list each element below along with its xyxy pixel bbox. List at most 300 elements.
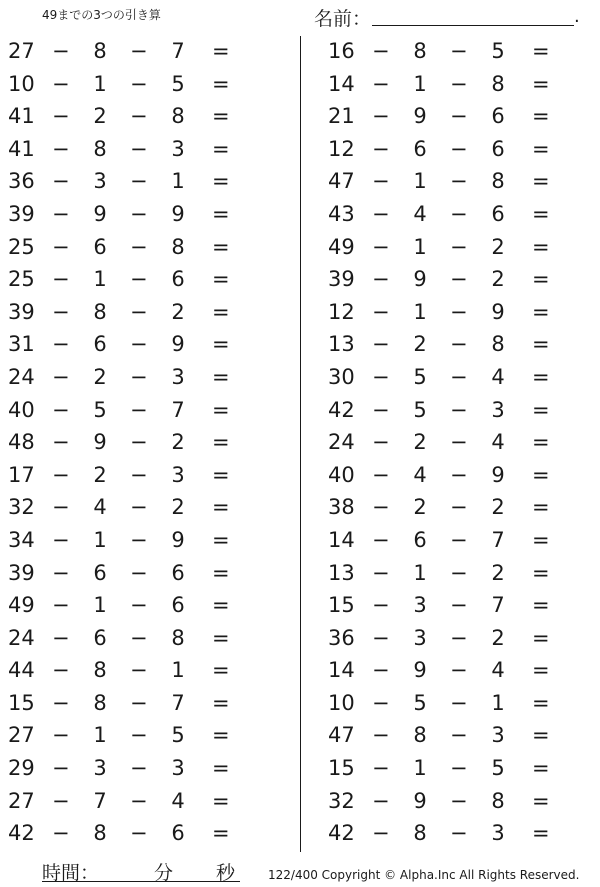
minuend: 27 [8,723,35,748]
equals-sign: = [212,625,230,650]
minus-sign: − [372,430,390,455]
minus-sign: − [372,169,390,194]
minuend: 14 [328,658,355,683]
minus-sign: − [372,267,390,292]
subtrahend-1: 5 [413,364,427,389]
subtrahend-1: 9 [413,788,427,813]
equals-sign: = [532,495,550,520]
minus-sign: − [52,364,70,389]
subtrahend-1: 3 [93,169,107,194]
equals-sign: = [532,788,550,813]
subtrahend-1: 9 [413,658,427,683]
equals-sign: = [212,690,230,715]
minuend: 16 [328,39,355,63]
minuend: 48 [8,430,35,455]
subtrahend-1: 8 [93,821,107,846]
equals-sign: = [532,527,550,552]
minus-sign: − [450,690,468,715]
minus-sign: − [130,299,148,324]
subtrahend-1: 8 [93,136,107,161]
minus-sign: − [450,267,468,292]
subtrahend-2: 6 [171,560,185,585]
minus-sign: − [130,495,148,520]
minus-sign: − [450,560,468,585]
minus-sign: − [450,756,468,781]
subtrahend-1: 2 [413,430,427,455]
equals-sign: = [532,625,550,650]
minus-sign: − [52,136,70,161]
minus-sign: − [52,560,70,585]
equals-sign: = [532,104,550,129]
minus-sign: − [52,104,70,129]
minus-sign: − [52,495,70,520]
subtrahend-1: 1 [93,593,107,618]
minus-sign: − [130,527,148,552]
subtrahend-2: 7 [171,397,185,422]
equals-sign: = [532,201,550,226]
subtrahend-1: 8 [413,39,427,63]
minus-sign: − [372,234,390,259]
subtrahend-1: 3 [413,625,427,650]
minuend: 15 [8,690,35,715]
minus-sign: − [450,234,468,259]
equals-sign: = [532,267,550,292]
minus-sign: − [372,593,390,618]
equals-sign: = [532,169,550,194]
minus-sign: − [372,625,390,650]
minus-sign: − [372,527,390,552]
subtrahend-2: 4 [491,658,505,683]
subtrahend-1: 8 [413,821,427,846]
minus-sign: − [450,658,468,683]
subtrahend-1: 9 [413,104,427,129]
minus-sign: − [52,169,70,194]
equals-sign: = [212,299,230,324]
minutes-unit: 分 [154,862,174,884]
equals-sign: = [212,430,230,455]
subtrahend-1: 1 [413,71,427,96]
subtrahend-1: 4 [413,462,427,487]
minus-sign: − [130,234,148,259]
subtrahend-2: 2 [491,560,505,585]
subtrahend-1: 2 [93,364,107,389]
subtrahend-1: 6 [413,527,427,552]
seconds-unit: 秒 [216,862,236,884]
minuend: 32 [8,495,35,520]
minuend: 15 [328,756,355,781]
subtrahend-2: 2 [491,234,505,259]
minus-sign: − [52,723,70,748]
minus-sign: − [52,332,70,357]
minuend: 27 [8,39,35,63]
subtrahend-1: 6 [93,625,107,650]
minus-sign: − [372,756,390,781]
minus-sign: − [372,201,390,226]
minus-sign: − [450,527,468,552]
subtrahend-1: 2 [93,104,107,129]
minus-sign: − [52,625,70,650]
subtrahend-2: 3 [491,821,505,846]
minuend: 25 [8,234,35,259]
minus-sign: − [450,201,468,226]
minus-sign: − [450,39,468,63]
minuend: 36 [328,625,355,650]
minus-sign: − [372,495,390,520]
subtrahend-1: 1 [413,234,427,259]
equals-sign: = [532,397,550,422]
equals-sign: = [212,332,230,357]
subtrahend-2: 8 [491,71,505,96]
equals-sign: = [212,593,230,618]
minus-sign: − [130,462,148,487]
minus-sign: − [52,299,70,324]
subtrahend-1: 4 [93,495,107,520]
minus-sign: − [52,593,70,618]
subtrahend-2: 6 [171,593,185,618]
subtrahend-2: 2 [171,299,185,324]
minus-sign: − [450,364,468,389]
minuend: 39 [8,560,35,585]
minuend: 24 [8,364,35,389]
subtrahend-2: 2 [171,495,185,520]
minuend: 10 [8,71,35,96]
subtrahend-2: 3 [171,756,185,781]
subtrahend-2: 5 [171,723,185,748]
equals-sign: = [532,430,550,455]
subtrahend-2: 4 [491,364,505,389]
equals-sign: = [212,821,230,846]
subtrahend-1: 8 [93,690,107,715]
subtrahend-1: 1 [413,169,427,194]
minus-sign: − [450,169,468,194]
minus-sign: − [130,658,148,683]
minus-sign: − [372,690,390,715]
equals-sign: = [532,690,550,715]
minus-sign: − [52,397,70,422]
minus-sign: − [52,71,70,96]
equals-sign: = [212,201,230,226]
equals-sign: = [532,136,550,161]
subtrahend-2: 8 [171,104,185,129]
minus-sign: − [52,527,70,552]
minuend: 42 [8,821,35,846]
equals-sign: = [532,332,550,357]
minus-sign: − [450,397,468,422]
subtrahend-2: 8 [491,332,505,357]
minuend: 44 [8,658,35,683]
minus-sign: − [372,788,390,813]
equals-sign: = [532,39,550,63]
equals-sign: = [212,104,230,129]
minus-sign: − [130,136,148,161]
minus-sign: − [450,723,468,748]
subtrahend-1: 9 [413,267,427,292]
minus-sign: − [450,104,468,129]
subtrahend-2: 1 [491,690,505,715]
subtrahend-2: 6 [171,267,185,292]
minuend: 47 [328,169,355,194]
subtrahend-1: 1 [93,723,107,748]
minuend: 42 [328,397,355,422]
equals-sign: = [212,560,230,585]
minus-sign: − [372,462,390,487]
worksheet-title: 49までの3つの引き算 [42,8,161,22]
minus-sign: − [52,39,70,63]
minus-sign: − [130,690,148,715]
subtrahend-1: 2 [413,495,427,520]
subtrahend-2: 1 [171,658,185,683]
time-label: 時間： [42,862,100,884]
equals-sign: = [212,397,230,422]
subtrahend-1: 4 [413,201,427,226]
minus-sign: − [52,821,70,846]
equals-sign: = [532,560,550,585]
subtrahend-2: 6 [491,201,505,226]
minuend: 38 [328,495,355,520]
minus-sign: − [450,495,468,520]
minus-sign: − [130,71,148,96]
minus-sign: − [450,788,468,813]
minus-sign: − [130,593,148,618]
equals-sign: = [532,71,550,96]
subtrahend-1: 6 [93,234,107,259]
subtrahend-1: 7 [93,788,107,813]
minus-sign: − [372,364,390,389]
minus-sign: − [372,71,390,96]
minus-sign: − [372,821,390,846]
subtrahend-1: 3 [413,593,427,618]
subtrahend-1: 6 [413,136,427,161]
subtrahend-2: 3 [491,397,505,422]
subtrahend-2: 3 [171,462,185,487]
minus-sign: − [130,169,148,194]
minuend: 14 [328,71,355,96]
equals-sign: = [212,756,230,781]
minuend: 39 [328,267,355,292]
subtrahend-2: 6 [491,136,505,161]
minuend: 29 [8,756,35,781]
minus-sign: − [52,462,70,487]
subtrahend-1: 8 [93,39,107,63]
minuend: 32 [328,788,355,813]
subtrahend-1: 3 [93,756,107,781]
minuend: 13 [328,560,355,585]
subtrahend-1: 6 [93,332,107,357]
minus-sign: − [450,299,468,324]
equals-sign: = [532,234,550,259]
minus-sign: − [130,723,148,748]
subtrahend-1: 2 [413,332,427,357]
equals-sign: = [532,723,550,748]
minus-sign: − [372,723,390,748]
minus-sign: − [52,201,70,226]
equals-sign: = [212,39,230,63]
minus-sign: − [450,593,468,618]
subtrahend-2: 9 [171,201,185,226]
minus-sign: − [450,136,468,161]
minuend: 14 [328,527,355,552]
equals-sign: = [532,462,550,487]
minuend: 27 [8,788,35,813]
minus-sign: − [130,430,148,455]
minuend: 43 [328,201,355,226]
minuend: 39 [8,201,35,226]
minuend: 39 [8,299,35,324]
equals-sign: = [212,658,230,683]
minus-sign: − [130,821,148,846]
minus-sign: − [372,332,390,357]
equals-sign: = [532,821,550,846]
subtrahend-1: 5 [413,397,427,422]
minus-sign: − [130,332,148,357]
subtrahend-2: 7 [491,593,505,618]
equals-sign: = [532,658,550,683]
minus-sign: − [130,560,148,585]
minus-sign: − [450,821,468,846]
subtrahend-2: 8 [491,788,505,813]
minuend: 10 [328,690,355,715]
minuend: 36 [8,169,35,194]
minus-sign: − [52,690,70,715]
subtrahend-1: 2 [93,462,107,487]
minuend: 40 [8,397,35,422]
subtrahend-1: 5 [413,690,427,715]
subtrahend-2: 9 [171,332,185,357]
subtrahend-2: 8 [491,169,505,194]
minuend: 15 [328,593,355,618]
equals-sign: = [212,234,230,259]
minus-sign: − [372,658,390,683]
minuend: 24 [8,625,35,650]
minus-sign: − [52,658,70,683]
subtrahend-2: 4 [491,430,505,455]
minus-sign: − [450,462,468,487]
minus-sign: − [450,430,468,455]
subtrahend-1: 9 [93,430,107,455]
subtrahend-1: 8 [413,723,427,748]
equals-sign: = [212,169,230,194]
subtrahend-2: 2 [171,430,185,455]
minuend: 24 [328,430,355,455]
subtrahend-2: 9 [491,462,505,487]
minuend: 17 [8,462,35,487]
subtrahend-2: 5 [491,756,505,781]
subtrahend-1: 1 [413,756,427,781]
subtrahend-1: 5 [93,397,107,422]
equals-sign: = [212,723,230,748]
minus-sign: − [372,560,390,585]
minus-sign: − [130,364,148,389]
minus-sign: − [450,71,468,96]
subtrahend-2: 2 [491,267,505,292]
subtrahend-2: 7 [171,690,185,715]
subtrahend-2: 1 [171,169,185,194]
equals-sign: = [212,462,230,487]
minuend: 21 [328,104,355,129]
equals-sign: = [212,495,230,520]
subtrahend-2: 2 [491,495,505,520]
subtrahend-2: 8 [171,234,185,259]
minus-sign: − [450,625,468,650]
subtrahend-2: 2 [491,625,505,650]
minus-sign: − [130,39,148,63]
subtrahend-2: 3 [171,364,185,389]
subtrahend-2: 4 [171,788,185,813]
equals-sign: = [532,756,550,781]
minus-sign: − [130,267,148,292]
equals-sign: = [532,299,550,324]
subtrahend-1: 8 [93,299,107,324]
minus-sign: − [52,788,70,813]
name-end-dot: . [574,6,580,27]
minuend: 12 [328,299,355,324]
minuend: 42 [328,821,355,846]
subtrahend-2: 8 [171,625,185,650]
minus-sign: − [130,788,148,813]
minus-sign: − [450,332,468,357]
subtrahend-1: 1 [93,267,107,292]
minuend: 30 [328,364,355,389]
minus-sign: − [372,104,390,129]
subtrahend-2: 7 [171,39,185,63]
equals-sign: = [212,267,230,292]
equals-sign: = [532,364,550,389]
minus-sign: − [372,397,390,422]
subtrahend-2: 6 [491,104,505,129]
subtrahend-2: 9 [171,527,185,552]
minuend: 31 [8,332,35,357]
minus-sign: − [372,39,390,63]
equals-sign: = [212,71,230,96]
minuend: 41 [8,136,35,161]
subtrahend-1: 1 [413,560,427,585]
column-divider [300,36,301,852]
equals-sign: = [212,788,230,813]
minus-sign: − [372,299,390,324]
minuend: 13 [328,332,355,357]
minus-sign: − [52,234,70,259]
subtrahend-1: 1 [413,299,427,324]
time-field-line [42,881,240,882]
minus-sign: − [372,136,390,161]
name-label: 名前： [314,8,372,30]
minuend: 40 [328,462,355,487]
subtrahend-1: 9 [93,201,107,226]
minuend: 12 [328,136,355,161]
minus-sign: − [52,756,70,781]
subtrahend-2: 5 [491,39,505,63]
minus-sign: − [52,267,70,292]
subtrahend-1: 8 [93,658,107,683]
subtrahend-1: 1 [93,71,107,96]
equals-sign: = [212,136,230,161]
minuend: 49 [8,593,35,618]
minuend: 47 [328,723,355,748]
equals-sign: = [532,593,550,618]
equals-sign: = [212,364,230,389]
minus-sign: − [130,201,148,226]
minuend: 25 [8,267,35,292]
minus-sign: − [130,756,148,781]
minus-sign: − [130,625,148,650]
minuend: 41 [8,104,35,129]
subtrahend-1: 1 [93,527,107,552]
minuend: 34 [8,527,35,552]
subtrahend-2: 3 [171,136,185,161]
subtrahend-1: 6 [93,560,107,585]
minus-sign: − [130,104,148,129]
subtrahend-2: 5 [171,71,185,96]
